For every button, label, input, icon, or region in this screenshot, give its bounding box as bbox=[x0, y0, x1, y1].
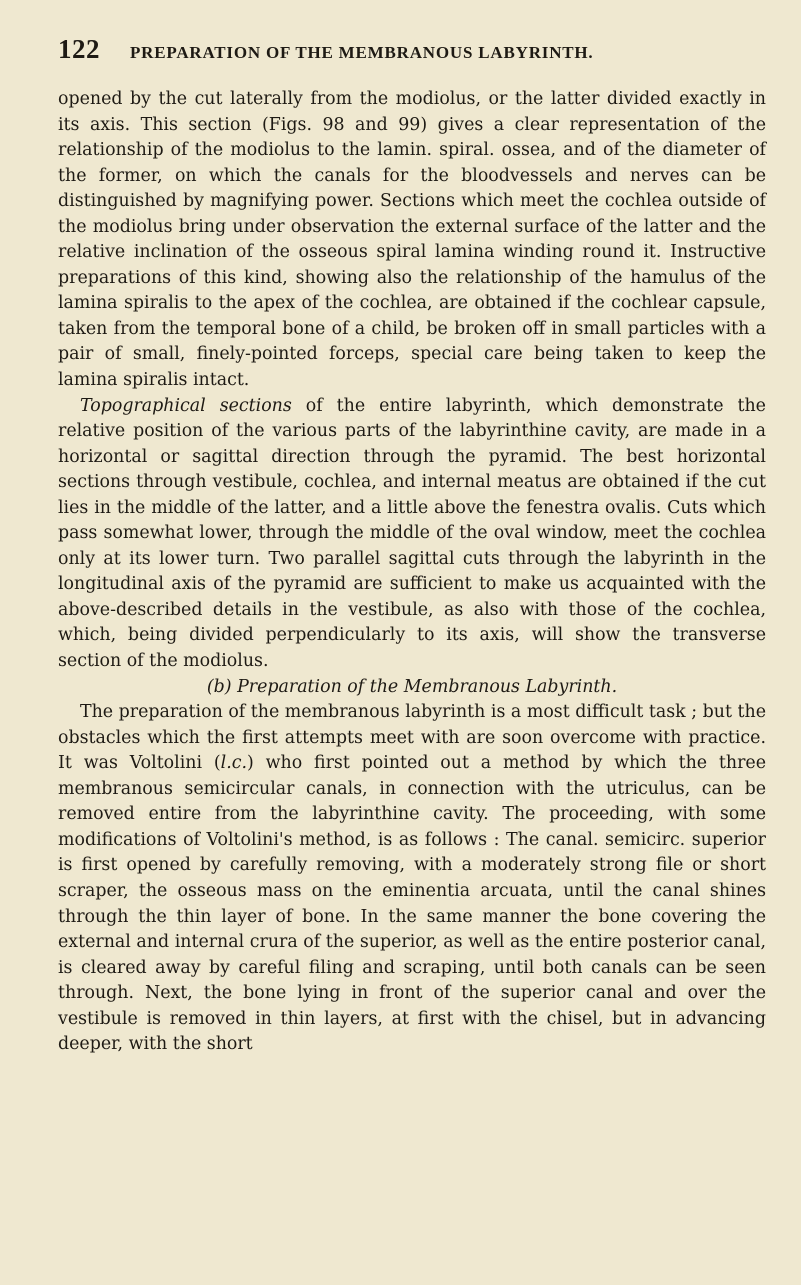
paragraph-2-lead: Topographical sections bbox=[80, 395, 292, 416]
paragraph-3-text-b: ) who first pointed out a method by which the three membranous semicircular canals, in connection with the utriculus, can be removed entire from the labyrinthine cavity. The proceeding, with some modifications of Voltolini's method, is as follows : The canal. semicirc. superior is first opened by carefully removing, with a moderately strong file or short scraper, the osseous mass on the eminentia arcuata, until the canal shines through the thin layer of bone. In the same manner the bone covering the external and internal crura of the superior, as well as the entire posterior canal, is cleared away by careful filing and scraping, until both canals can be seen through. Next, the bone lying in front of the superior canal and over the vestibule is removed in thin layers, at first with the chisel, but in advancing deeper, with the short bbox=[58, 753, 766, 1055]
paragraph-3 bbox=[58, 700, 766, 1058]
paragraph-1: opened by the cut laterally from the modiolus, or the latter divided exactly in its axis. This section (Figs. 98 and 99) gives a clear representation of the relationship of the modiolus to the lamin. spiral. ossea, and of the diameter of the former, on which the canals for the bloodvessels and nerves can be distinguished by magnifying power. Sections which meet the cochlea outside of the modiolus bring under observation the external surface of the latter and the relative inclination of the osseous spiral lamina winding round it. Instructive preparations of this kind, showing also the relationship of the hamulus of the lamina spiralis to the apex of the cochlea, are obtained if the cochlear capsule, taken from the temporal bone of a child, be broken off in small particles with a pair of small, finely-pointed forceps, special care being taken to keep the lamina spiralis intact. bbox=[58, 89, 766, 391]
page-header bbox=[58, 34, 758, 74]
running-head: PREPARATION OF THE MEMBRANOUS LABYRINTH. bbox=[130, 43, 594, 62]
paragraph-3-citation: l.c. bbox=[220, 753, 248, 774]
paragraph-2-text: of the entire labyrinth, which demonstrate the relative position of the various parts of the labyrinthine cavity, are made in a horizontal or sagittal direction through the pyramid. The best horizontal sections through vestibule, cochlea, and internal meatus are obtained if the cut lies in the middle of the latter, and a little above the fenestra ovalis. Cuts which pass somewhat lower, through the middle of the oval window, meet the cochlea only at its lower turn. Two parallel sagittal cuts through the labyrinth in the longitudinal axis of the pyramid are sufficient to make us acquainted with the above-described details in the vestibule, as also with those of the cochlea, which, being divided perpendicularly to its axis, will show the transverse section of the modiolus. bbox=[58, 395, 766, 672]
section-heading: (b) Preparation of the Membranous Labyrinth. bbox=[206, 676, 618, 697]
paragraph-3-text-a: The preparation of the membranous labyrinth is a most difficult task ; but the obstacles which the first attempts meet with are soon overcome with practice. It was Voltolini ( bbox=[58, 702, 766, 774]
body-text bbox=[58, 87, 766, 1058]
page-number: 122 bbox=[58, 34, 100, 64]
paragraph-2 bbox=[58, 394, 766, 675]
